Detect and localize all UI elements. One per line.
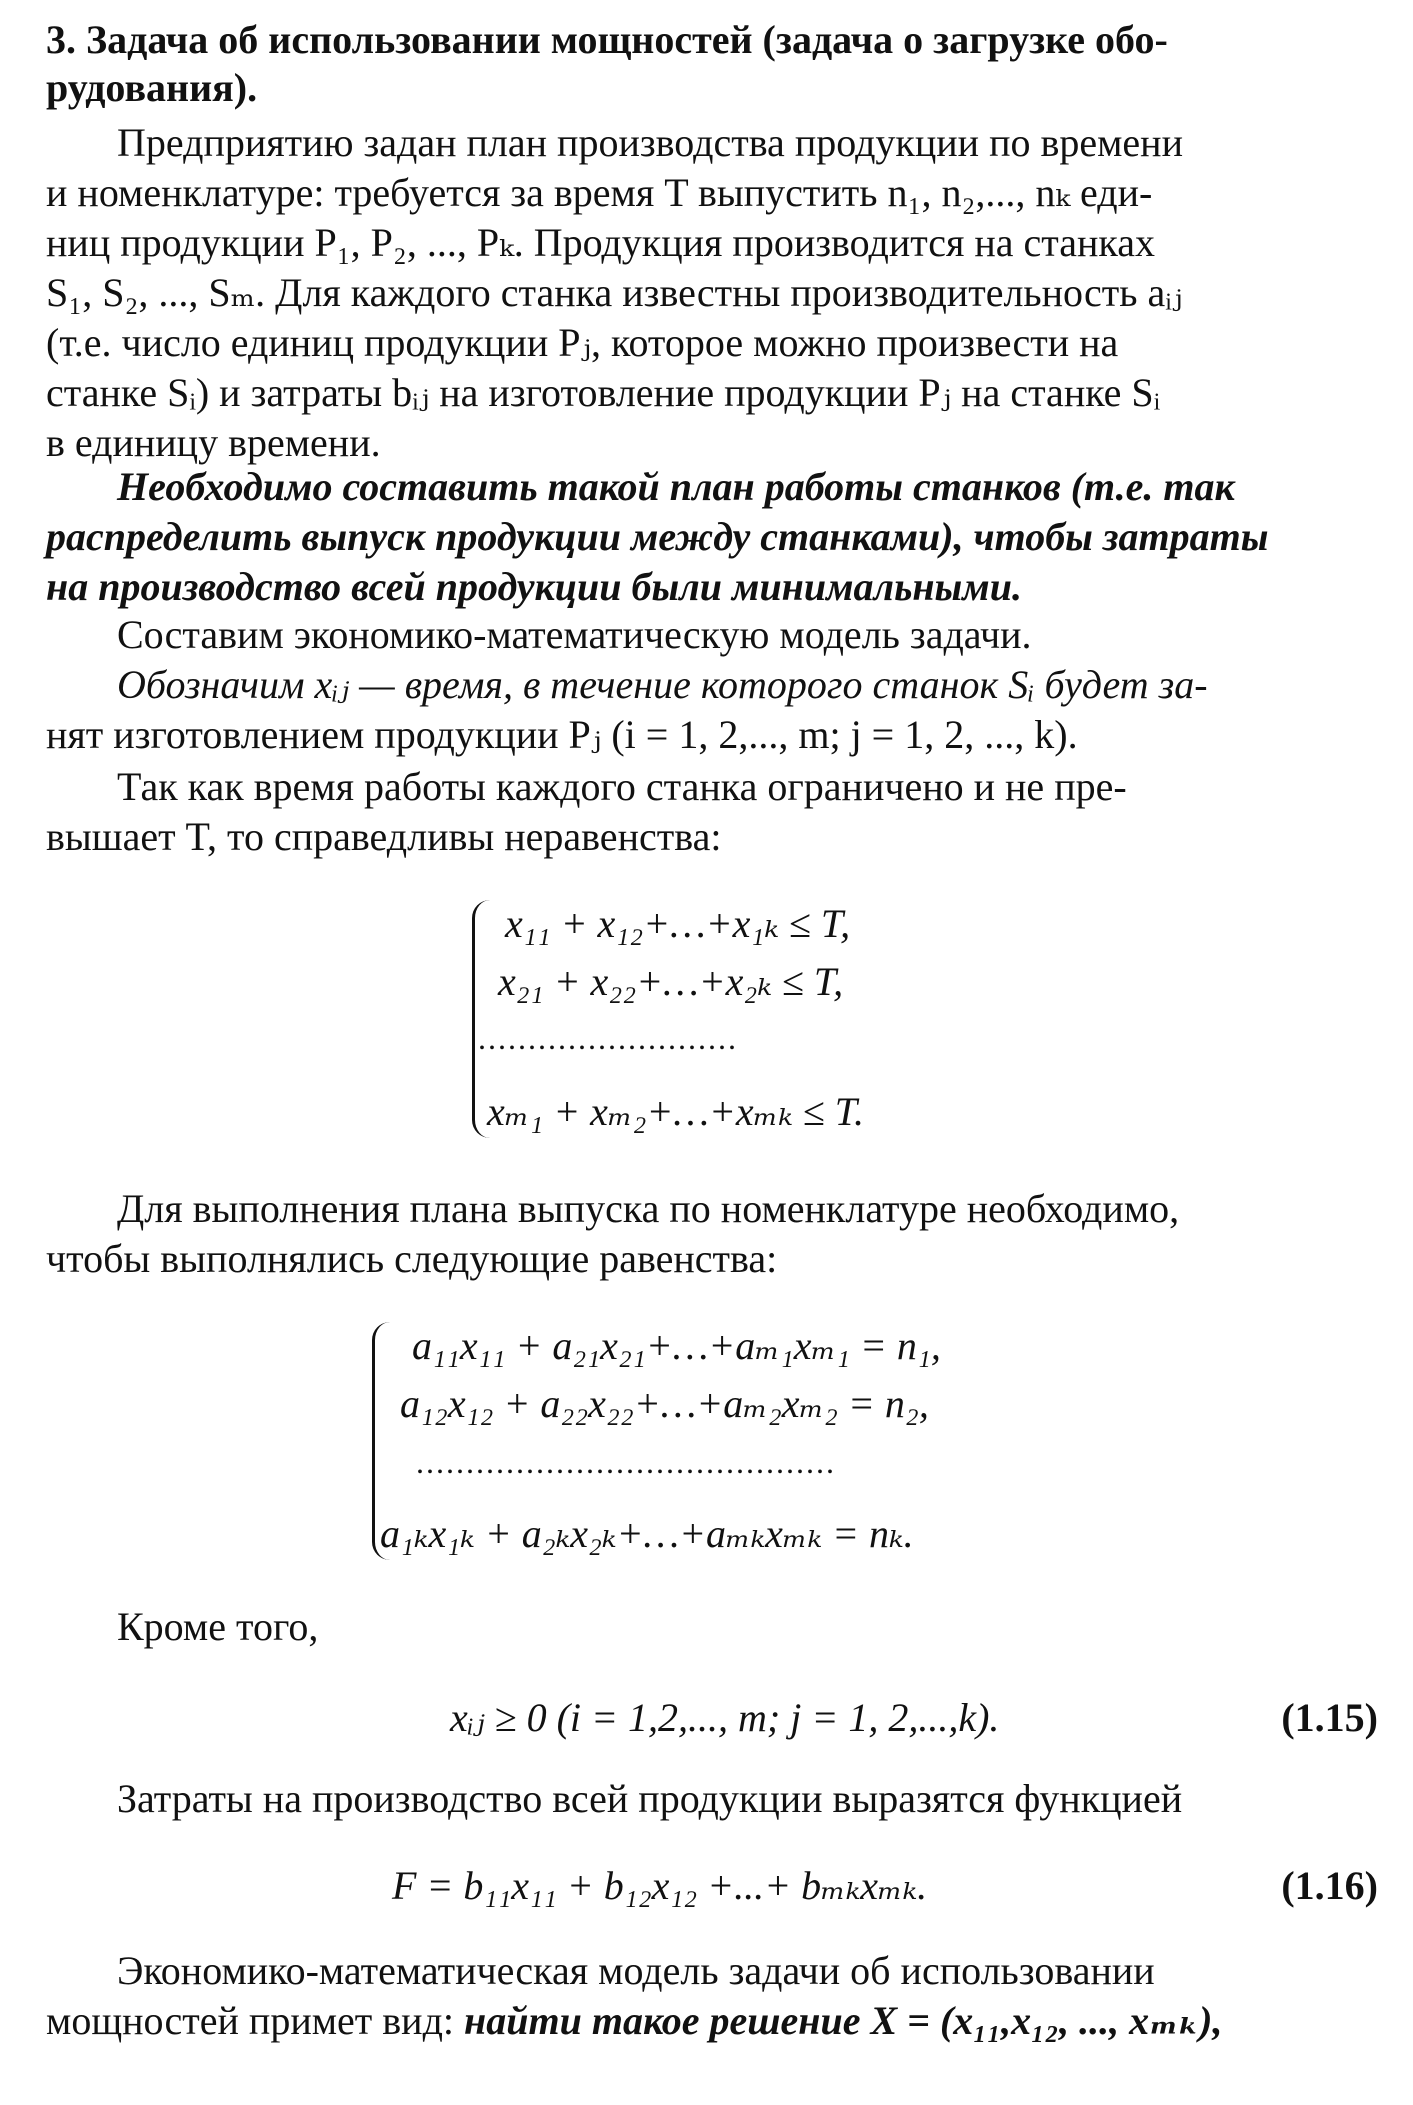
text-line: станке Sᵢ) и затраты bᵢⱼ на изготовление продукции Pⱼ на станке Sᵢ (46, 370, 1161, 415)
paragraph-plan (46, 1184, 1378, 1284)
equation-line: .......................................... (416, 1444, 836, 1480)
paragraph-time-limit (46, 762, 1378, 862)
text-line: и номенклатуре: требуется за время T выпустить n₁, n₂,..., nₖ еди- (46, 170, 1153, 215)
equation-number: (1.16) (1281, 1863, 1378, 1908)
paragraph-notation (46, 660, 1378, 760)
text-line: Необходимо составить такой план работы станков (т.е. так (117, 464, 1235, 509)
text-line: в единицу времени. (46, 420, 381, 465)
text-line: Обозначим xᵢⱼ — время, в течение которого станок Sᵢ будет за- (117, 662, 1208, 707)
text-line: (т.е. число единиц продукции Pⱼ, которое можно произвести на (46, 320, 1119, 365)
text-line: Предприятию задан план производства продукции по времени (117, 120, 1183, 165)
paragraph-model-form (46, 1946, 1378, 2046)
equation-line: x₁₁ + x₁₂+…+x₁ₖ ≤ T, (505, 901, 851, 946)
text-line: Экономико-математическая модель задачи об использовании (117, 1948, 1155, 1993)
text-line: вышает T, то справедливы неравенства: (46, 814, 722, 859)
text-line: нят изготовлением продукции Pⱼ (i = 1, 2,..., m; j = 1, 2, ..., k). (46, 712, 1078, 757)
equation-number: (1.15) (1281, 1695, 1378, 1740)
text-line: Так как время работы каждого станка ограничено и не пре- (117, 764, 1127, 809)
text-line: Составим экономико-математическую модель задачи. (117, 612, 1032, 657)
text-line: на производство всей продукции были минимальными. (46, 564, 1022, 609)
text-line: S₁, S₂, ..., Sₘ. Для каждого станка известны производительность aᵢⱼ (46, 270, 1183, 315)
equation-line: a₁ₖx₁ₖ + a₂ₖx₂ₖ+…+aₘₖxₘₖ = nₖ. (380, 1511, 914, 1556)
text-line: Кроме того, (117, 1604, 319, 1649)
text-run-emphasis: найти такое решение X = (x₁₁,x₁₂, ..., xₘₖ), (464, 1998, 1223, 2043)
text-line (46, 1996, 1378, 2046)
text-line: распределить выпуск продукции между станками), чтобы затраты (46, 514, 1269, 559)
paragraph-problem-statement (46, 118, 1378, 468)
section-title (46, 16, 1378, 112)
paragraph-model-intro (46, 610, 1378, 660)
section-title-line-2: рудования). (46, 65, 258, 110)
paragraph-besides (46, 1602, 1378, 1652)
equation-1-16: F = b₁₁x₁₁ + b₁₂x₁₂ +...+ bₘₖxₘₖ. (392, 1863, 928, 1908)
equation-line: xₘ₁ + xₘ₂+…+xₘₖ ≤ T. (487, 1089, 865, 1134)
section-title-line-1: 3. Задача об использовании мощностей (задача о загрузке обо- (46, 17, 1168, 62)
paragraph-cost-function (46, 1774, 1378, 1824)
text-run: мощностей примет вид: (46, 1998, 465, 2043)
equation-line: a₁₂x₁₂ + a₂₂x₂₂+…+aₘ₂xₘ₂ = n₂, (400, 1381, 929, 1426)
equation-line: a₁₁x₁₁ + a₂₁x₂₁+…+aₘ₁xₘ₁ = n₁, (412, 1323, 941, 1368)
text-line: чтобы выполнялись следующие равенства: (46, 1236, 778, 1281)
text-line: Для выполнения плана выпуска по номенклатуре необходимо, (117, 1186, 1180, 1231)
equation-line: .......................... (478, 1020, 738, 1056)
paragraph-objective (46, 462, 1378, 612)
text-line: Затраты на производство всей продукции выразятся функцией (117, 1776, 1183, 1821)
text-line: ниц продукции P₁, P₂, ..., Pₖ. Продукция производится на станках (46, 220, 1156, 265)
equation-1-15: xᵢⱼ ≥ 0 (i = 1,2,..., m; j = 1, 2,...,k). (450, 1695, 1000, 1740)
equation-line: x₂₁ + x₂₂+…+x₂ₖ ≤ T, (498, 959, 844, 1004)
